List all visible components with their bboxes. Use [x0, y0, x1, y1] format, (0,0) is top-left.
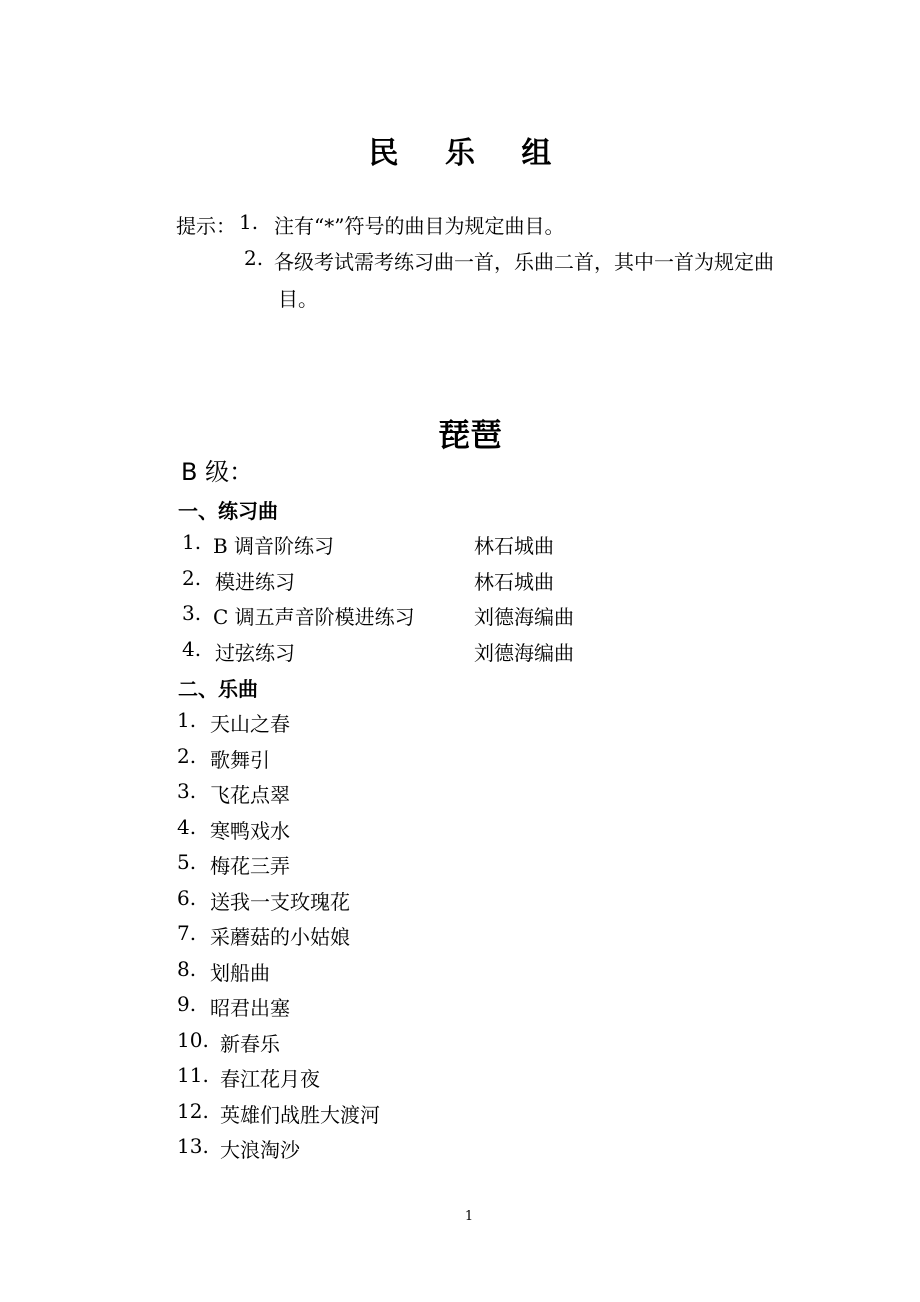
page-number: 1: [464, 1209, 474, 1224]
piece-title: 英雄们战胜大渡河: [220, 1103, 380, 1127]
piece-number: 9.: [177, 992, 197, 1016]
etude-composer: 刘德海编曲: [474, 641, 574, 665]
etude-composer: 林石城曲: [474, 570, 554, 594]
pieces-heading: 二、乐曲: [178, 677, 258, 701]
notes-prefix: 提示：: [176, 214, 236, 238]
piece-title: 飞花点翠: [210, 783, 290, 807]
piece-title: 梅花三弄: [210, 854, 290, 878]
piece-title: 歌舞引: [210, 748, 270, 772]
etude-number: 2.: [182, 566, 202, 590]
note-1-number: 1.: [239, 210, 259, 234]
piece-title: 大浪淘沙: [220, 1138, 300, 1162]
piece-title: 送我一支玫瑰花: [210, 890, 350, 914]
note-2-text-line2: 目。: [278, 287, 318, 311]
etude-composer: 刘德海编曲: [474, 605, 574, 629]
note-2-number: 2.: [244, 246, 264, 270]
piece-title: 采蘑菇的小姑娘: [210, 925, 350, 949]
etude-number: 4.: [182, 637, 202, 661]
note-1-text: 注有“*”符号的曲目为规定曲目。: [274, 214, 565, 238]
piece-title: 天山之春: [210, 712, 290, 736]
etude-title: 模进练习: [215, 570, 295, 594]
piece-title: 寒鸭戏水: [210, 819, 290, 843]
etudes-heading: 一、练习曲: [178, 499, 278, 523]
piece-number: 3.: [177, 779, 197, 803]
etude-title: 过弦练习: [215, 641, 295, 665]
piece-number: 2.: [177, 744, 197, 768]
piece-title: 昭君出塞: [210, 996, 290, 1020]
piece-number: 5.: [177, 850, 197, 874]
etude-title: B 调音阶练习: [213, 534, 335, 558]
piece-number: 4.: [177, 815, 197, 839]
piece-number: 1.: [177, 708, 197, 732]
piece-number: 11.: [177, 1063, 209, 1087]
piece-number: 10.: [177, 1028, 209, 1052]
piece-number: 6.: [177, 886, 197, 910]
note-2-text-line1: 各级考试需考练习曲一首，乐曲二首，其中一首为规定曲: [274, 250, 774, 274]
piece-title: 新春乐: [220, 1032, 280, 1056]
etude-number: 3.: [182, 601, 202, 625]
etude-composer: 林石城曲: [474, 534, 554, 558]
piece-number: 12.: [177, 1099, 209, 1123]
piece-title: 春江花月夜: [220, 1067, 320, 1091]
instrument-heading: 琵琶: [437, 416, 502, 454]
piece-title: 划船曲: [210, 961, 270, 985]
page-title: 民 乐 组: [368, 136, 570, 171]
level-heading: B 级：: [181, 458, 254, 486]
piece-number: 8.: [177, 957, 197, 981]
piece-number: 13.: [177, 1134, 209, 1158]
piece-number: 7.: [177, 921, 197, 945]
etude-title: C 调五声音阶模进练习: [213, 605, 415, 629]
etude-number: 1.: [182, 530, 202, 554]
